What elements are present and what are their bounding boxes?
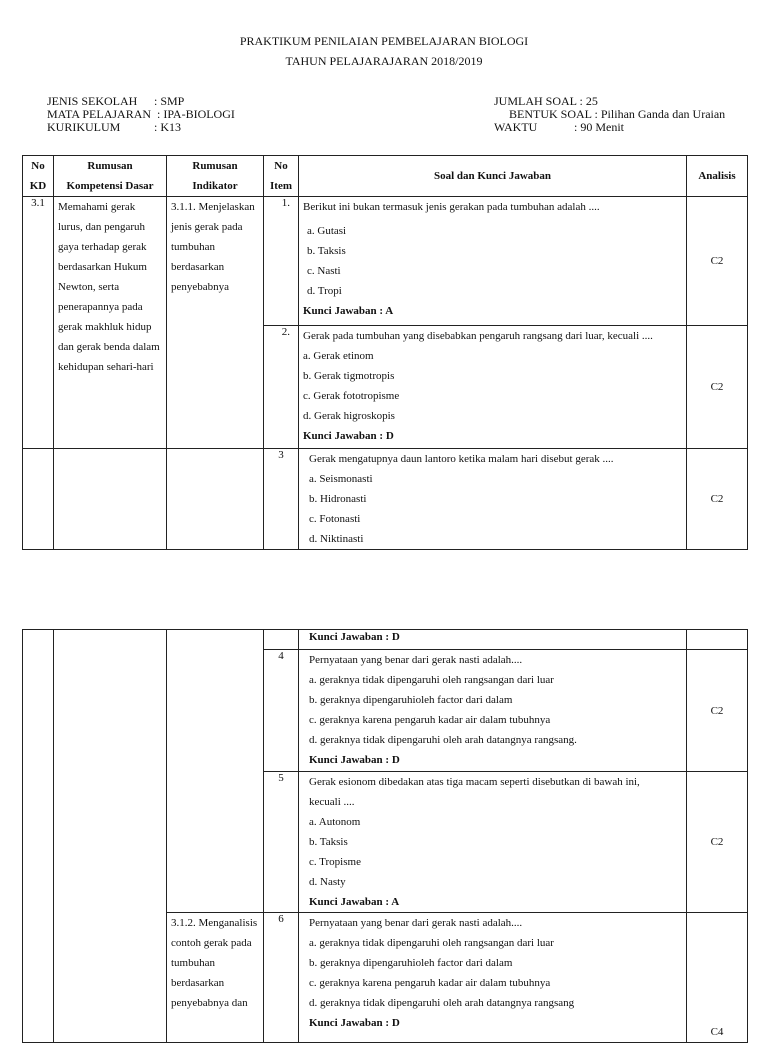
option: a. geraknya tidak dipengaruhi oleh rangsangan dari luar: [309, 674, 554, 686]
option: b. Taksis: [307, 245, 346, 257]
option: c. Fotonasti: [309, 513, 361, 525]
kd-text: Memahami gerak lurus, dan pengaruh gaya terhadap gerak berdasarkan Hukum Newton, serta penerapannya pada gerak makhluk hidup dan gerak benda dalam kehidupan sehari-hari: [54, 197, 167, 449]
header-rumusan-kd: Rumusan Kompetensi Dasar: [54, 156, 167, 197]
question-cell: [299, 913, 687, 1043]
question-cell: [299, 630, 687, 650]
question-text: Gerak esionom dibedakan atas tiga macam seperti disebutkan di bawah ini, kecuali ....: [309, 776, 640, 808]
analysis-level: C2: [687, 449, 748, 550]
option: c. geraknya karena pengaruh kadar air dalam tubuhnya: [309, 714, 551, 726]
option: a. Gutasi: [307, 225, 347, 237]
info-mata-pelajaran: MATA PELAJARAN : IPA-BIOLOGI: [47, 107, 235, 121]
header-no-item: No Item: [264, 156, 299, 197]
table-row: [23, 197, 748, 326]
option: d. Niktinasti: [309, 533, 364, 545]
indikator-text: 3.1.2. Menganalisis contoh gerak pada tumbuhan berdasarkan penyebabnya dan: [167, 913, 264, 1043]
question-text: Gerak pada tumbuhan yang disebabkan pengaruh rangsang dari luar, kecuali ....: [303, 330, 653, 342]
answer-key: Kunci Jawaban : D: [309, 754, 400, 766]
option: b. geraknya dipengaruhioleh factor dari dalam: [309, 694, 513, 706]
document-subtitle: TAHUN PELAJARAJARAN 2018/2019: [285, 54, 483, 68]
item-number: 3: [264, 449, 299, 550]
info-right: [494, 95, 725, 134]
question-text: Pernyataan yang benar dari gerak nasti adalah....: [309, 654, 523, 666]
question-cell: [299, 650, 687, 772]
kd-number: 3.1: [23, 197, 54, 449]
table-row: [23, 630, 748, 650]
answer-key: Kunci Jawaban : D: [309, 1017, 400, 1029]
answer-key: Kunci Jawaban : D: [309, 631, 400, 643]
answer-key: Kunci Jawaban : A: [309, 896, 400, 908]
answer-key: Kunci Jawaban : D: [303, 430, 394, 442]
option: a. Seismonasti: [309, 473, 373, 485]
option: a. geraknya tidak dipengaruhi oleh rangsangan dari luar: [309, 937, 554, 949]
option: c. geraknya karena pengaruh kadar air dalam tubuhnya: [309, 977, 551, 989]
header-no-kd: No KD: [23, 156, 54, 197]
analysis-level: C2: [687, 326, 748, 449]
question-text: Pernyataan yang benar dari gerak nasti adalah....: [309, 917, 523, 929]
item-number: 2.: [264, 326, 299, 449]
info-kurikulum: KURIKULUM : K13: [47, 120, 181, 134]
option: a. Autonom: [309, 816, 361, 828]
indikator-text: 3.1.1. Menjelaskan jenis gerak pada tumbuhan berdasarkan penyebabnya: [167, 197, 264, 449]
question-text: Gerak mengatupnya daun lantoro ketika malam hari disebut gerak ....: [309, 453, 614, 465]
info-jenis-sekolah: JENIS SEKOLAH : SMP: [47, 94, 185, 108]
question-cell: [299, 197, 687, 326]
header-soal: Soal dan Kunci Jawaban: [299, 156, 687, 197]
info-bentuk-soal: BENTUK SOAL : Pilihan Ganda dan Uraian: [509, 107, 726, 121]
table-row: [23, 449, 748, 550]
analysis-level: C2: [687, 197, 748, 326]
option: c. Nasti: [307, 265, 341, 277]
option: c. Gerak fototropisme: [303, 390, 400, 402]
question-table-page1: [22, 155, 748, 550]
option: d. Gerak higroskopis: [303, 410, 395, 422]
header-analisis: Analisis: [687, 156, 748, 197]
question-cell: [299, 326, 687, 449]
analysis-level: C4: [687, 913, 748, 1043]
option: b. Taksis: [309, 836, 348, 848]
answer-key: Kunci Jawaban : A: [303, 305, 394, 317]
analysis-level: C2: [687, 772, 748, 913]
option: d. geraknya tidak dipengaruhi oleh arah datangnya rangsang.: [309, 734, 577, 746]
question-cell: [299, 449, 687, 550]
question-table-page2: [22, 629, 748, 1043]
question-cell: [299, 772, 687, 913]
option: a. Gerak etinom: [303, 350, 374, 362]
item-number: 6: [264, 913, 299, 1043]
info-left: [47, 95, 235, 134]
header-rumusan-indikator: Rumusan Indikator: [167, 156, 264, 197]
option: c. Tropisme: [309, 856, 361, 868]
analysis-level: C2: [687, 650, 748, 772]
question-text: Berikut ini bukan termasuk jenis gerakan pada tumbuhan adalah ....: [303, 201, 600, 213]
option: b. Gerak tigmotropis: [303, 370, 395, 382]
info-waktu: WAKTU : 90 Menit: [494, 120, 624, 134]
option: b. geraknya dipengaruhioleh factor dari dalam: [309, 957, 513, 969]
option: b. Hidronasti: [309, 493, 367, 505]
document-title: PRAKTIKUM PENILAIAN PEMBELAJARAN BIOLOGI: [239, 34, 529, 48]
option: d. Tropi: [307, 285, 342, 297]
table-header-row: [23, 156, 748, 197]
item-number: 4: [264, 650, 299, 772]
item-number: 1.: [264, 197, 299, 326]
option: d. Nasty: [309, 876, 346, 888]
item-number: 5: [264, 772, 299, 913]
option: d. geraknya tidak dipengaruhi oleh arah datangnya rangsang: [309, 997, 575, 1009]
info-jumlah-soal: JUMLAH SOAL : 25: [494, 94, 598, 108]
